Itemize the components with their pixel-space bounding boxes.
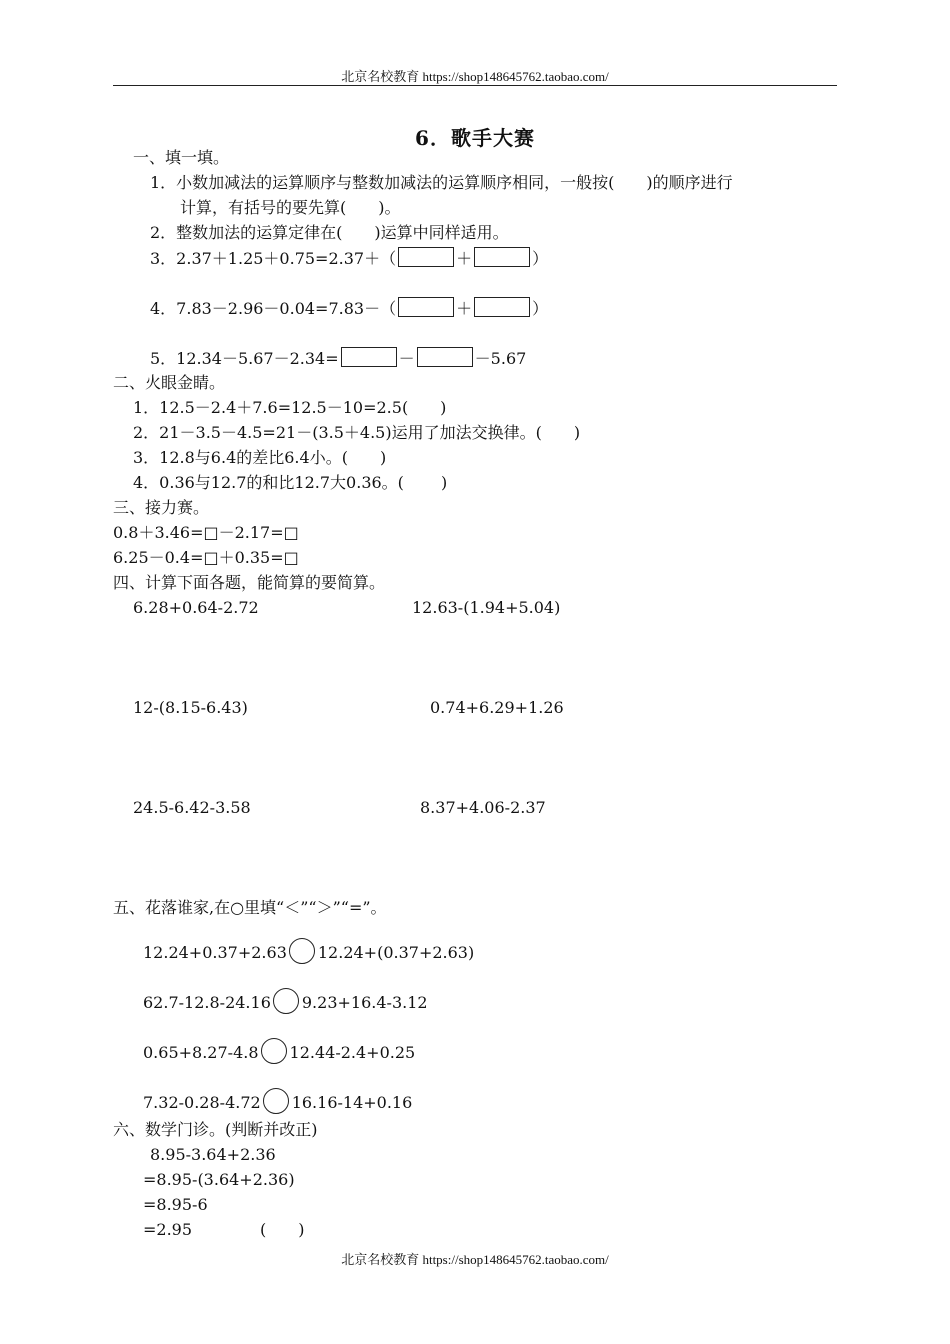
left-expression: 62.7-12.8-24.16 bbox=[143, 993, 271, 1012]
q5-tail: －5.67 bbox=[474, 349, 527, 368]
s6-line-2: =8.95-(3.64+2.36) bbox=[143, 1170, 295, 1189]
s4-problem-2: 12.63-(1.94+5.04) bbox=[412, 598, 561, 617]
s1-question-2: 2．整数加法的运算定律在( )运算中同样适用。 bbox=[150, 223, 509, 242]
s1-question-3 bbox=[150, 247, 548, 270]
s4-problem-5: 24.5-6.42-3.58 bbox=[133, 798, 251, 817]
left-expression: 0.65+8.27-4.8 bbox=[143, 1043, 259, 1062]
compare-circle[interactable] bbox=[289, 938, 315, 964]
s2-question-3: 3．12.8与6.4的差比6.4小。( ) bbox=[133, 448, 387, 467]
s6-line-1: 8.95-3.64+2.36 bbox=[150, 1145, 276, 1164]
section1-heading: 一、填一填。 bbox=[133, 148, 230, 167]
close-paren: ） bbox=[532, 299, 549, 318]
s4-problem-4: 0.74+6.29+1.26 bbox=[430, 698, 564, 717]
s2-question-2: 2．21－3.5－4.5=21－(3.5＋4.5)运用了加法交换律。( ) bbox=[133, 423, 581, 442]
s5-row-2 bbox=[143, 988, 428, 1014]
page-header: 北京名校教育 https://shop148645762.taobao.com/ bbox=[341, 69, 609, 84]
s4-problem-3: 12-(8.15-6.43) bbox=[133, 698, 248, 717]
answer-box[interactable] bbox=[474, 297, 530, 317]
s1-question-4 bbox=[150, 297, 548, 320]
s1-question-5 bbox=[150, 347, 526, 370]
right-expression: 12.24+(0.37+2.63) bbox=[317, 943, 475, 962]
header-rule bbox=[113, 85, 837, 86]
s4-problem-1: 6.28+0.64-2.72 bbox=[133, 598, 259, 617]
section2-heading: 二、火眼金睛。 bbox=[113, 373, 226, 392]
s6-judge-mark: ( ) bbox=[260, 1220, 305, 1239]
answer-box[interactable] bbox=[398, 297, 454, 317]
s4-problem-6: 8.37+4.06-2.37 bbox=[420, 798, 546, 817]
right-expression: 12.44-2.4+0.25 bbox=[289, 1043, 416, 1062]
s1-question-1-line2: 计算，有括号的要先算( )。 bbox=[180, 198, 401, 217]
left-expression: 7.32-0.28-4.72 bbox=[143, 1093, 261, 1112]
minus-sign: － bbox=[398, 349, 415, 368]
compare-circle[interactable] bbox=[263, 1088, 289, 1114]
s3-line-1: 0.8＋3.46=□－2.17=□ bbox=[113, 523, 299, 542]
section4-heading: 四、计算下面各题，能简算的要简算。 bbox=[113, 573, 386, 592]
answer-box[interactable] bbox=[474, 247, 530, 267]
s2-question-1: 1．12.5－2.4＋7.6=12.5－10=2.5( ) bbox=[133, 398, 447, 417]
s6-line-3: =8.95-6 bbox=[143, 1195, 208, 1214]
close-paren: ） bbox=[532, 249, 549, 268]
right-expression: 9.23+16.4-3.12 bbox=[301, 993, 428, 1012]
compare-circle[interactable] bbox=[261, 1038, 287, 1064]
answer-box[interactable] bbox=[341, 347, 397, 367]
section5-heading: 五、花落谁家,在○里填“＜”“＞”“=”。 bbox=[113, 898, 387, 917]
plus-sign: ＋ bbox=[456, 299, 473, 318]
section3-heading: 三、接力赛。 bbox=[113, 498, 210, 517]
q5-expression: 5．12.34－5.67－2.34= bbox=[150, 349, 339, 368]
s5-row-4 bbox=[143, 1088, 412, 1114]
page-footer: 北京名校教育 https://shop148645762.taobao.com/ bbox=[341, 1252, 609, 1267]
s1-question-1-line1: 1．小数加减法的运算顺序与整数加减法的运算顺序相同，一般按( )的顺序进行 bbox=[150, 173, 733, 192]
s3-line-2: 6.25－0.4=□＋0.35=□ bbox=[113, 548, 299, 567]
q3-expression: 3．2.37＋1.25＋0.75=2.37＋（ bbox=[150, 249, 397, 268]
right-expression: 16.16-14+0.16 bbox=[291, 1093, 413, 1112]
left-expression: 12.24+0.37+2.63 bbox=[143, 943, 287, 962]
answer-box[interactable] bbox=[417, 347, 473, 367]
s5-row-3 bbox=[143, 1038, 415, 1064]
plus-sign: ＋ bbox=[456, 249, 473, 268]
page-title: 6．歌手大赛 bbox=[415, 126, 535, 150]
s2-question-4: 4．0.36与12.7的和比12.7大0.36。( ) bbox=[133, 473, 448, 492]
s5-row-1 bbox=[143, 938, 474, 964]
compare-circle[interactable] bbox=[273, 988, 299, 1014]
section6-heading: 六、数学门诊。(判断并改正) bbox=[113, 1120, 318, 1139]
answer-box[interactable] bbox=[398, 247, 454, 267]
s6-line-4: =2.95 bbox=[143, 1220, 193, 1239]
q4-expression: 4．7.83－2.96－0.04=7.83－（ bbox=[150, 299, 397, 318]
